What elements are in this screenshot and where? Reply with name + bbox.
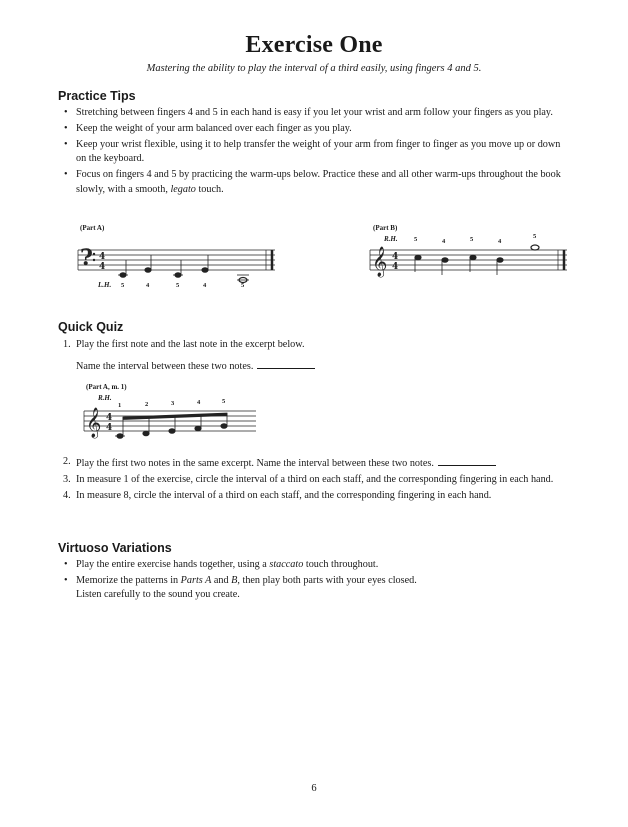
part-b-hand: R.H. (384, 235, 398, 243)
quiz-list-bottom (58, 455, 568, 503)
list-item (58, 558, 568, 572)
page-title: Exercise One (245, 32, 383, 58)
fingering-number: 4 (146, 282, 150, 289)
practice-tips-heading: Practice Tips (58, 89, 136, 103)
quick-quiz-heading: Quick Quiz (58, 320, 124, 334)
virtuoso-list (58, 558, 568, 604)
variation-text: , then play both parts with your eyes closed. (237, 574, 417, 586)
variation-italic: B (231, 574, 238, 586)
answer-blank[interactable] (438, 455, 496, 466)
tip-text: touch. (195, 183, 224, 195)
fingering-number: 5 (470, 236, 474, 243)
list-item (58, 122, 568, 136)
tip-text: Focus on fingers 4 and 5 by practicing the warm-ups below. Practice these and all other warm-ups throughout the book slowly, with a smooth, (76, 169, 561, 195)
quiz-number: 2. (63, 456, 71, 467)
variation-italic: staccato (269, 559, 304, 570)
quiz-text: Play the first note and the last note in the excerpt below. (76, 339, 305, 350)
list-item (58, 574, 568, 603)
svg-text:𝄞: 𝄞 (86, 408, 102, 438)
fingering-number: 1 (118, 402, 122, 409)
quiz-text: Play the first two notes in the same excerpt. Name the interval between these two notes. (76, 458, 434, 469)
svg-text:4: 4 (99, 262, 106, 272)
quiz-text: In measure 1 of the exercise, circle the interval of a third on each staff, and the corresponding fingering in each hand. (76, 473, 554, 485)
svg-text:4: 4 (392, 262, 399, 272)
variation-text: and (211, 574, 232, 586)
fingering-number: 4 (203, 282, 207, 289)
tip-text: Keep your wrist flexible, using it to help transfer the weight of your arm from finger to finger as you move up or down on the keyboard. (76, 138, 561, 165)
quiz-item-2 (58, 455, 568, 471)
quiz-item-1 (58, 338, 568, 375)
svg-text:4: 4 (106, 413, 113, 423)
part-b-staff (370, 242, 570, 282)
practice-tips-list (58, 106, 568, 198)
fingering-number: 4 (197, 399, 201, 406)
svg-text:?: ? (80, 245, 93, 271)
quiz-number: 3. (63, 473, 71, 485)
list-item (58, 106, 568, 120)
fingering-number: 5 (533, 233, 537, 240)
fingering-number: 5 (414, 236, 418, 243)
fingering-number: 5 (121, 282, 125, 289)
fingering-number: 5 (241, 282, 245, 289)
part-a-hand: L.H. (98, 281, 112, 289)
excerpt-hand: R.H. (98, 394, 112, 402)
variation-text: Memorize the patterns in (76, 574, 181, 586)
tip-text: Keep the weight of your arm balanced over each finger as you play. (76, 122, 352, 134)
list-item (58, 138, 568, 167)
quiz-item-3 (58, 473, 568, 487)
excerpt-staff (84, 403, 259, 443)
fingering-number: 5 (176, 282, 180, 289)
fingering-number: 4 (442, 238, 446, 245)
answer-blank[interactable] (257, 358, 315, 369)
quiz-list-top (58, 338, 568, 375)
quiz-item-4 (58, 489, 568, 503)
fingering-number: 4 (498, 238, 502, 245)
quiz-number: 1. (63, 339, 71, 350)
quiz-number: 4. (63, 489, 71, 501)
variation-text: Play the entire exercise hands together, using a (76, 559, 270, 570)
svg-text:4: 4 (392, 252, 399, 262)
page-subtitle: Mastering the ability to play the interval of a third easily, using fingers 4 and 5. (146, 63, 482, 74)
variation-text: touch throughout. (303, 559, 379, 570)
svg-text:4: 4 (106, 423, 113, 433)
fingering-number: 3 (171, 400, 175, 407)
excerpt-label: (Part A, m. 1) (86, 383, 127, 391)
quiz-subtext: Name the interval between these two notes. (76, 361, 254, 373)
svg-text:4: 4 (99, 252, 106, 262)
fingering-number: 5 (222, 398, 226, 405)
fingering-number: 2 (145, 401, 149, 408)
variation-italic: Parts A (180, 574, 212, 586)
tip-text: Stretching between fingers 4 and 5 in each hand is easy if you let your wrist and arm follow your fingers as you play. (76, 107, 553, 118)
part-a-label: (Part A) (80, 224, 105, 232)
virtuoso-heading: Virtuoso Variations (58, 541, 172, 555)
quiz-text: In measure 8, circle the interval of a third on each staff, and the corresponding fingering in each hand. (76, 489, 492, 501)
tip-italic: legato (170, 183, 196, 195)
variation-text: Listen carefully to the sound you create. (76, 589, 240, 601)
list-item (58, 168, 568, 197)
svg-text:𝄞: 𝄞 (372, 247, 388, 277)
page-number: 6 (311, 783, 317, 794)
part-b-label: (Part B) (373, 224, 398, 232)
